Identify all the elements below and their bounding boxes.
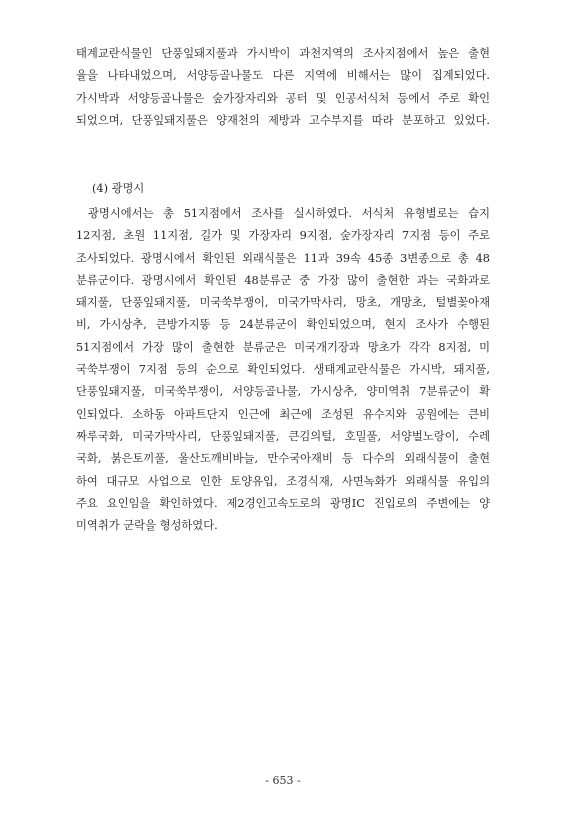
page-number: - 653 - — [265, 774, 301, 787]
text-line: 조사되었다. 광명시에서 확인된 외래식물은 11과 39속 45종 3변종으로 총 48 — [76, 251, 490, 265]
text-line: 분류군이다. 광명시에서 확인된 48분류군 중 가장 많이 출현한 과는 국화과로 — [76, 273, 490, 287]
text-line: 단풍잎돼지풀, 미국쑥부쟁이, 서양등골나물, 가시상추, 양미역취 7분류군이 확 — [76, 385, 490, 399]
text-line: 짜루국화, 미국가막사리, 단풍잎돼지풀, 큰김의털, 호밀풀, 서양벌노랑이, 수레 — [76, 429, 490, 443]
text-line: 미역취가 군락을 형성하였다. — [76, 519, 218, 533]
text-line: 51지점에서 가장 많이 출현한 분류군은 미국개기장과 망초가 각각 8지점, 미 — [76, 340, 490, 354]
intro-paragraph — [76, 43, 490, 132]
text-line: 국화, 붉은토끼풀, 울산도깨비바늘, 만수국아재비 등 다수의 외래식물이 출현 — [76, 452, 490, 466]
section-heading: (4) 광명시 — [92, 182, 145, 195]
text-line: 광명시에서는 총 51지점에서 조사를 실시하였다. 서식처 유형별로는 습지 — [88, 207, 490, 220]
text-line: 12지점, 초원 11지점, 길가 및 가장자리 9지점, 숲가장자리 7지점 등이 주로 — [76, 229, 490, 243]
text-line: 가시박과 서양등골나물은 숲가장자리와 공터 및 인공서식처 등에서 주로 확인 — [76, 91, 490, 105]
text-line: 국쑥부쟁이 7지점 등의 순으로 확인되었다. 생태계교란식물은 가시박, 돼지풀, — [76, 363, 490, 377]
text-line: 태계교란식물인 단풍잎돼지풀과 가시박이 과천지역의 조사지점에서 높은 출현 — [76, 47, 490, 60]
text-line: 되었으며, 단풍잎돼지풀은 양재천의 제방과 고수부지를 따라 분포하고 있었다. — [76, 113, 490, 127]
text-line: 하여 대규모 사업으로 인한 토양유입, 조경식재, 사면녹화가 외래식물 유입의 — [76, 474, 490, 488]
text-line: 율을 나타내었으며, 서양등골나물도 다른 지역에 비해서는 많이 집계되었다. — [76, 69, 490, 83]
text-line: 주요 요인임을 확인하였다. 제2경인고속도로의 광명IC 진입로의 주변에는 양 — [76, 496, 490, 510]
section-paragraph — [76, 203, 490, 537]
text-line: 인되었다. 소하동 아파트단지 인근에 최근에 조성된 유수지와 공원에는 큰비 — [76, 407, 490, 421]
text-line: 돼지풀, 단풍잎돼지풀, 미국쑥부쟁이, 미국가막사리, 망초, 개망초, 털별꽃아재 — [76, 296, 490, 310]
text-line: 비, 가시상추, 큰방가지똥 등 24분류군이 확인되었으며, 현지 조사가 수행된 — [76, 318, 490, 332]
